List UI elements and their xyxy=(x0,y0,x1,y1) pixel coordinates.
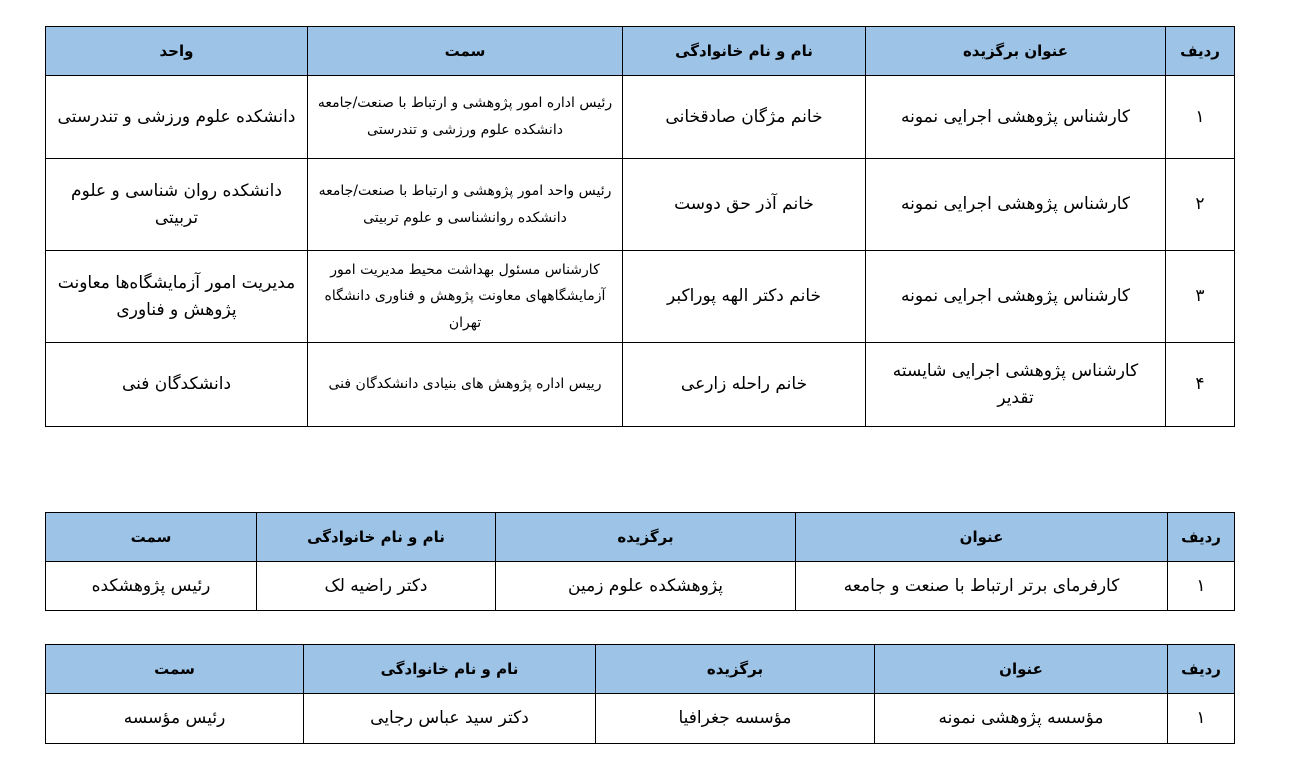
row-number: ۴ xyxy=(1166,343,1235,427)
unit: دانشکده روان شناسی و علوم تربیتی xyxy=(46,159,308,251)
header-winner: برگزیده xyxy=(596,645,875,694)
award-title: کارشناس پژوهشی اجرایی نمونه xyxy=(866,251,1166,343)
title: مؤسسه پژوهشی نمونه xyxy=(875,694,1168,744)
full-name: خانم آذر حق دوست xyxy=(623,159,866,251)
award-title: کارشناس پژوهشی اجرایی نمونه xyxy=(866,76,1166,159)
row-number: ۱ xyxy=(1168,562,1235,611)
position: رئیس واحد امور پژوهشی و ارتباط با صنعت/جامعه دانشکده روانشناسی و علوم تربیتی xyxy=(308,159,623,251)
unit: مدیریت امور آزمایشگاه‌ها معاونت پژوهش و فناوری xyxy=(46,251,308,343)
unit: دانشکدگان فنی xyxy=(46,343,308,427)
position: رئیس پژوهشکده xyxy=(46,562,257,611)
header-award-title: عنوان برگزیده xyxy=(866,27,1166,76)
table-header-row xyxy=(46,645,1235,694)
position: رییس اداره پژوهش های بنیادی دانشکدگان فنی xyxy=(308,343,623,427)
table-row xyxy=(46,159,1235,251)
full-name: دکتر راضیه لک xyxy=(257,562,496,611)
selected-staff-table xyxy=(45,26,1235,427)
full-name: خانم دکتر الهه پوراکبر xyxy=(623,251,866,343)
table-row xyxy=(46,694,1235,744)
header-full-name: نام و نام خانوادگی xyxy=(257,513,496,562)
header-title: عنوان xyxy=(796,513,1168,562)
table-row xyxy=(46,76,1235,159)
full-name: دکتر سید عباس رجایی xyxy=(304,694,596,744)
header-unit: واحد xyxy=(46,27,308,76)
row-number: ۱ xyxy=(1166,76,1235,159)
header-position: سمت xyxy=(308,27,623,76)
full-name: خانم مژگان صادقخانی xyxy=(623,76,866,159)
winner: پژوهشکده علوم زمین xyxy=(496,562,796,611)
table-row xyxy=(46,251,1235,343)
award-title: کارشناس پژوهشی اجرایی شایسته تقدیر xyxy=(866,343,1166,427)
position: کارشناس مسئول بهداشت محیط مدیریت امور آزمایشگاههای معاونت پژوهش و فناوری دانشگاه تهران xyxy=(308,251,623,343)
position: رئیس اداره امور پژوهشی و ارتباط با صنعت/جامعه دانشکده علوم ورزشی و تندرستی xyxy=(308,76,623,159)
row-number: ۲ xyxy=(1166,159,1235,251)
table-header-row xyxy=(46,513,1235,562)
unit: دانشکده علوم ورزشی و تندرستی xyxy=(46,76,308,159)
row-number: ۱ xyxy=(1168,694,1235,744)
award-title: کارشناس پژوهشی اجرایی نمونه xyxy=(866,159,1166,251)
table-header-row xyxy=(46,27,1235,76)
header-position: سمت xyxy=(46,645,304,694)
winner: مؤسسه جغرافیا xyxy=(596,694,875,744)
header-row-number: ردیف xyxy=(1168,645,1235,694)
selected-institute-table xyxy=(45,644,1235,744)
table-row xyxy=(46,343,1235,427)
header-full-name: نام و نام خانوادگی xyxy=(623,27,866,76)
table-row xyxy=(46,562,1235,611)
full-name: خانم راحله زارعی xyxy=(623,343,866,427)
header-full-name: نام و نام خانوادگی xyxy=(304,645,596,694)
header-row-number: ردیف xyxy=(1166,27,1235,76)
header-title: عنوان xyxy=(875,645,1168,694)
header-row-number: ردیف xyxy=(1168,513,1235,562)
header-winner: برگزیده xyxy=(496,513,796,562)
row-number: ۳ xyxy=(1166,251,1235,343)
position: رئیس مؤسسه xyxy=(46,694,304,744)
header-position: سمت xyxy=(46,513,257,562)
title: کارفرمای برتر ارتباط با صنعت و جامعه xyxy=(796,562,1168,611)
selected-employer-table xyxy=(45,512,1235,611)
